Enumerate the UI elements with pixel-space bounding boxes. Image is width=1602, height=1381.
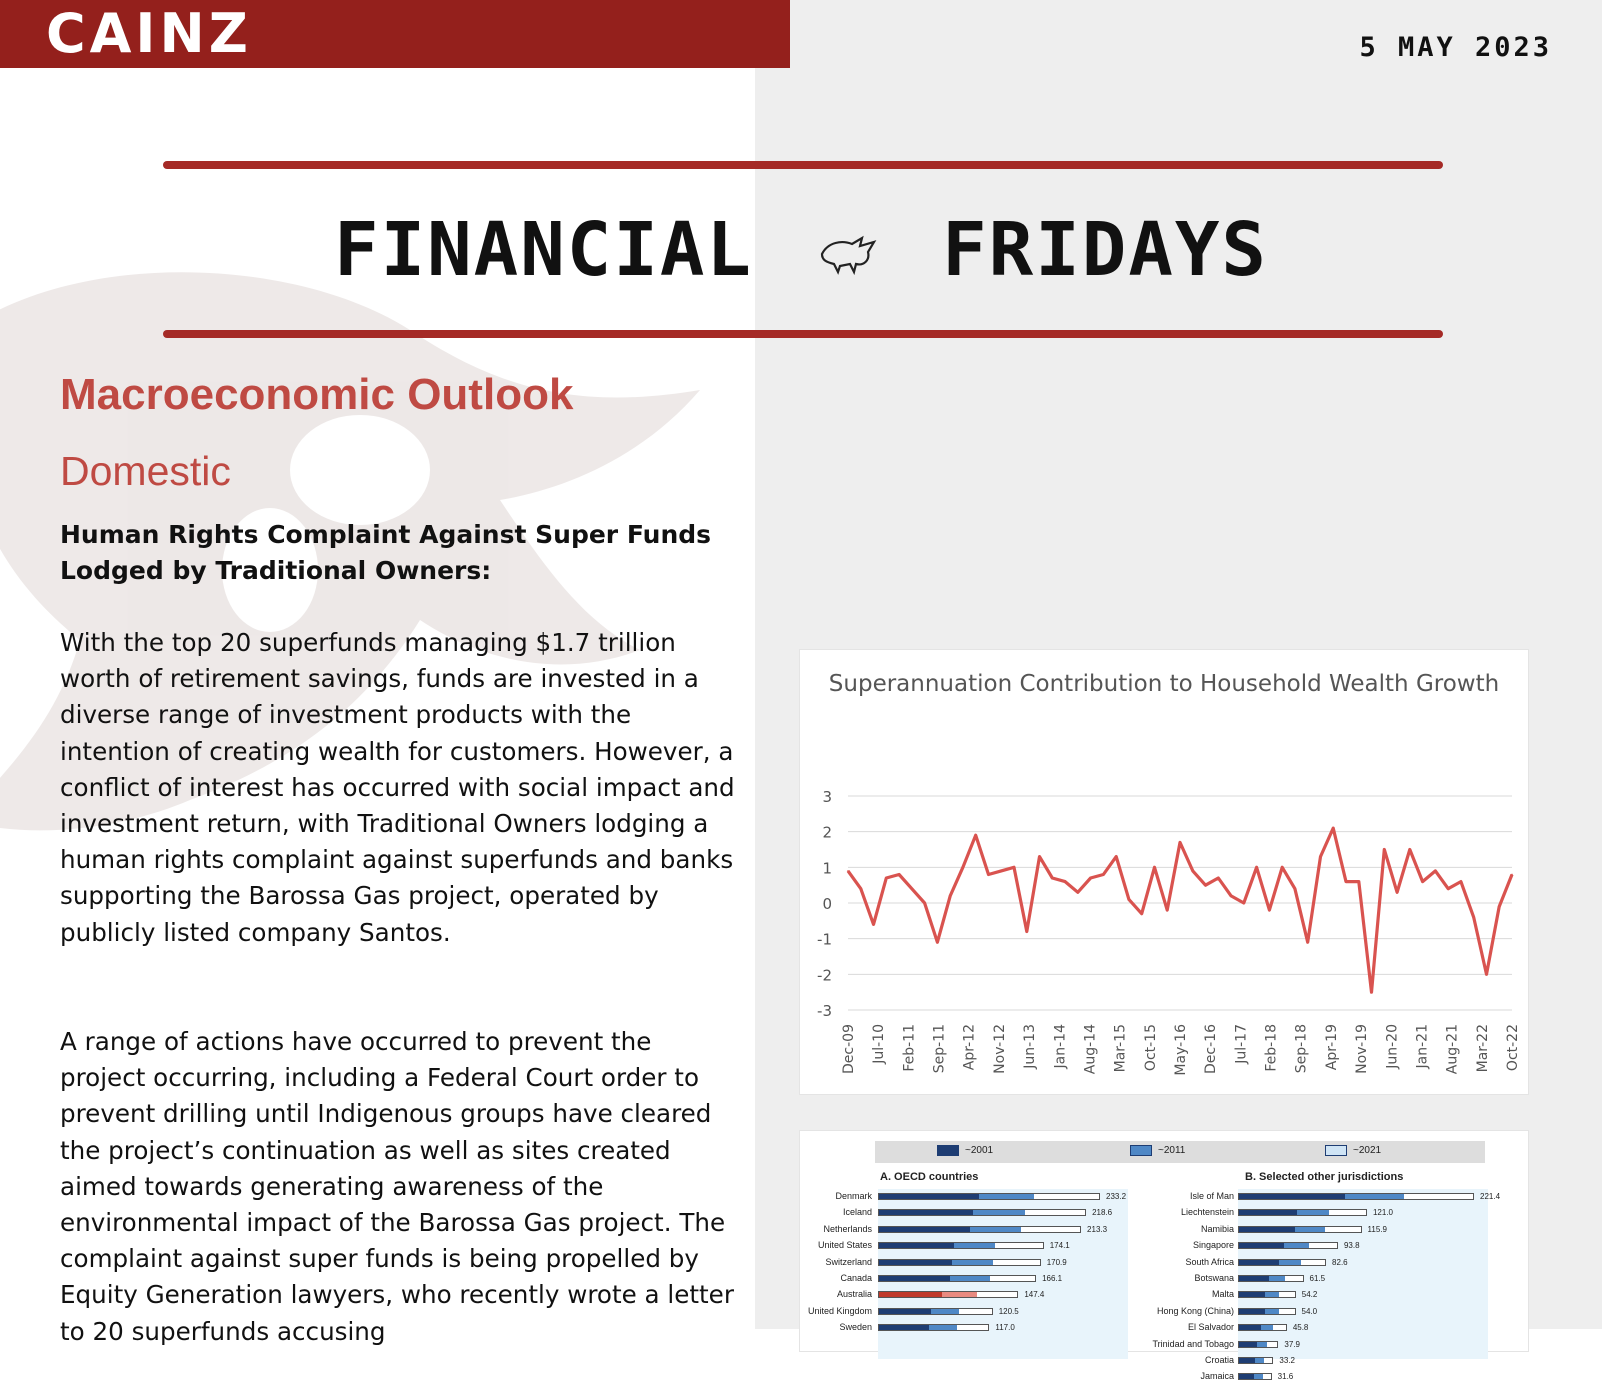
data-point — [1013, 867, 1015, 869]
bar — [1238, 1242, 1338, 1249]
bar-value-label: 174.1 — [1049, 1241, 1070, 1251]
data-point — [1486, 974, 1488, 976]
bar-value-label: 82.6 — [1332, 1257, 1348, 1267]
bar-category-label: El Salvador — [1187, 1322, 1234, 1333]
x-tick-label: Aug-21 — [1444, 1024, 1461, 1075]
x-tick-label: Oct-22 — [1505, 1024, 1521, 1072]
data-point — [1077, 892, 1079, 894]
legend-item-2011: ~2011 — [1130, 1145, 1185, 1156]
data-point — [1269, 909, 1271, 911]
bar-segment-2011 — [954, 1243, 995, 1248]
data-point — [962, 867, 964, 869]
brand-logo: CAINZ — [46, 2, 252, 65]
data-point — [886, 877, 888, 879]
data-point — [1498, 906, 1500, 908]
bar-category-label: Hong Kong (China) — [1156, 1305, 1234, 1316]
data-point — [988, 874, 990, 876]
bar-value-label: 54.2 — [1301, 1290, 1318, 1300]
data-point — [1256, 867, 1258, 869]
masthead-left-word: FINANCIAL — [334, 207, 753, 293]
line-chart-card — [799, 649, 1529, 1095]
bar — [1238, 1357, 1273, 1364]
data-point — [1064, 881, 1066, 883]
section-title: Macroeconomic Outlook — [60, 370, 574, 419]
bar-value-label: 45.8 — [1292, 1323, 1309, 1333]
x-tick-label: Nov-19 — [1354, 1024, 1371, 1074]
x-tick-label: Jun-20 — [1384, 1024, 1401, 1069]
bar-category-label: Denmark — [835, 1191, 872, 1201]
data-point — [1294, 888, 1296, 890]
masthead-top-rule — [163, 161, 1443, 169]
article-paragraph-1: With the top 20 superfunds managing $1.7 trillion worth of retirement savings, funds are invested in a diverse range of investment products with the intention of creating wealth for customers. However, a conflict of interest has occurred with social impact and investment return, with Traditional Owners lodging a human rights complaint against superfunds and banks supporting the Barossa Gas project, operated by publicly listed company Santos. — [60, 628, 735, 947]
data-point — [1039, 856, 1041, 858]
bar-category-label: Canada — [840, 1273, 872, 1283]
article-paragraph-2: A range of actions have occurred to prevent the project occurring, including a Federal Court order to prevent drilling until Indigenous groups have cleared the project’s continuation as well as sites created aimed towards generating awareness of the environmental impact of the Barossa Gas project. The complaint against super funds is being propelled by Equity Generation lawyers, who recently wrote a letter to 20 superfunds accusing — [60, 1027, 734, 1346]
y-tick-label: 0 — [822, 895, 832, 913]
bull-icon — [818, 232, 878, 276]
data-point — [1358, 881, 1360, 883]
x-tick-label: Nov-12 — [991, 1024, 1008, 1074]
bar-value-label: 218.6 — [1092, 1208, 1113, 1218]
bar — [1238, 1308, 1296, 1315]
article-headline: Human Rights Complaint Against Super Funds Lodged by Traditional Owners: — [60, 520, 712, 585]
data-point — [1115, 856, 1117, 858]
bar-segment-2001 — [1239, 1358, 1255, 1363]
data-point — [1192, 870, 1194, 872]
brand-bar — [0, 0, 790, 68]
bar-category-label: Namibia — [1200, 1223, 1234, 1234]
bar-category-label: Sweden — [839, 1322, 872, 1333]
data-point — [1154, 867, 1156, 869]
data-point — [1141, 913, 1143, 915]
x-tick-label: Apr-19 — [1323, 1024, 1340, 1071]
x-tick-label: Jul-17 — [1233, 1024, 1250, 1064]
data-point — [1243, 902, 1245, 904]
bar-value-label: 221.4 — [1480, 1192, 1501, 1201]
data-point — [1128, 899, 1130, 901]
bar-category-label: Liechtenstein — [1180, 1207, 1234, 1218]
bar — [1238, 1341, 1278, 1348]
masthead-right-word: FRIDAYS — [942, 207, 1268, 293]
bar — [1238, 1291, 1296, 1298]
bar — [1238, 1275, 1304, 1282]
data-point — [911, 888, 913, 890]
bar-category-label: South Africa — [1185, 1256, 1234, 1267]
bar — [1238, 1209, 1367, 1216]
data-point — [1205, 884, 1207, 886]
bar-segment-2011 — [1265, 1292, 1279, 1297]
data-point — [937, 941, 939, 943]
bar-segment-2011 — [973, 1210, 1025, 1215]
bar-segment-2001 — [1239, 1243, 1284, 1248]
x-tick-label: Feb-18 — [1263, 1024, 1280, 1072]
bar — [878, 1242, 1044, 1249]
data-point — [1422, 881, 1424, 883]
data-point — [1371, 991, 1373, 993]
bar-value-label: 31.6 — [1277, 1372, 1294, 1381]
bar-category-label: Iceland — [842, 1207, 872, 1218]
bar-segment-2001 — [1239, 1292, 1265, 1297]
bar — [1238, 1226, 1362, 1233]
y-tick-label: 1 — [822, 859, 832, 878]
data-point — [1435, 870, 1437, 872]
panel-a-title: A. OECD countries — [880, 1171, 979, 1183]
bar-segment-2011 — [1279, 1260, 1301, 1265]
bar-segment-2001 — [879, 1194, 979, 1199]
bar — [1238, 1193, 1474, 1200]
bar-value-label: 61.5 — [1309, 1274, 1326, 1283]
bar-segment-2001 — [1239, 1309, 1265, 1314]
panel-b-title: B. Selected other jurisdictions — [1245, 1171, 1404, 1183]
bar-chart-card — [799, 1130, 1529, 1381]
masthead — [0, 200, 1602, 300]
bar-segment-2011 — [1295, 1227, 1326, 1232]
legend-item-2021: ~2021 — [1325, 1145, 1381, 1156]
bar — [878, 1209, 1086, 1216]
bar-segment-2011 — [1297, 1210, 1329, 1215]
x-tick-label: Oct-15 — [1142, 1024, 1159, 1072]
bar-segment-2011 — [1284, 1243, 1309, 1248]
subsection-title: Domestic — [60, 448, 231, 494]
data-point — [924, 902, 926, 904]
data-point — [1345, 881, 1347, 883]
bar-category-label: Netherlands — [823, 1223, 872, 1234]
bar — [878, 1226, 1081, 1233]
bar-category-label: Switzerland — [825, 1256, 872, 1267]
y-tick-label: 3 — [822, 788, 832, 806]
x-tick-label: May-16 — [1173, 1024, 1189, 1076]
bar-segment-2011 — [970, 1227, 1021, 1232]
data-point — [1320, 856, 1322, 858]
data-point — [860, 888, 862, 890]
bar-segment-2001 — [1239, 1260, 1279, 1265]
x-tick-label: Feb-11 — [901, 1024, 918, 1072]
y-tick-label: -3 — [817, 1002, 832, 1020]
bar-segment-2001 — [1239, 1374, 1254, 1379]
data-point — [1511, 874, 1513, 876]
x-tick-label: Mar-22 — [1474, 1024, 1491, 1073]
bar-segment-2001 — [879, 1227, 970, 1232]
data-point — [1281, 867, 1283, 869]
bar-value-label: 117.0 — [995, 1323, 1015, 1333]
bar-category-label: United Kingdom — [807, 1305, 872, 1316]
data-point — [1473, 916, 1475, 918]
bar-value-label: 37.9 — [1284, 1339, 1300, 1349]
x-tick-label: Jan-14 — [1052, 1024, 1069, 1069]
bar-category-label: Trinidad and Tobago — [1152, 1338, 1234, 1349]
bar-value-label: 121.0 — [1372, 1208, 1393, 1218]
bar-category-label: Jamaica — [1200, 1371, 1234, 1381]
data-point — [1166, 909, 1168, 911]
bar-value-label: 115.9 — [1367, 1224, 1387, 1234]
bar-segment-2001 — [1239, 1210, 1297, 1215]
bar-segment-2011 — [1345, 1194, 1404, 1199]
bar-segment-2001 — [879, 1243, 954, 1248]
bar — [878, 1259, 1041, 1266]
y-tick-label: -1 — [817, 930, 832, 949]
bar-segment-2011 — [1257, 1342, 1267, 1347]
bar-segment-2001 — [879, 1292, 942, 1297]
masthead-bottom-rule — [163, 330, 1443, 338]
data-point — [873, 924, 875, 926]
bar-value-label: 213.3 — [1087, 1224, 1108, 1234]
bar-segment-2001 — [879, 1276, 950, 1281]
issue-date: 5 MAY 2023 — [1359, 32, 1552, 63]
line-chart-title: Superannuation Contribution to Household Wealth Growth — [828, 671, 1500, 697]
x-tick-label: Apr-12 — [961, 1024, 978, 1071]
data-point — [1409, 849, 1411, 851]
bar-value-label: 120.5 — [998, 1306, 1019, 1316]
bar-segment-2001 — [1239, 1342, 1257, 1347]
data-point — [1000, 870, 1002, 872]
bar-segment-2011 — [929, 1325, 957, 1330]
bar-value-label: 54.0 — [1301, 1306, 1318, 1316]
bar — [878, 1275, 1036, 1282]
data-point — [1026, 931, 1028, 933]
data-point — [1103, 874, 1105, 876]
bar-segment-2011 — [942, 1292, 977, 1297]
data-point — [1447, 888, 1449, 890]
data-point — [898, 874, 900, 876]
bar-value-label: 93.8 — [1343, 1241, 1360, 1251]
bar — [1238, 1259, 1326, 1266]
data-point — [975, 834, 977, 836]
bar — [878, 1324, 989, 1331]
bar-segment-2001 — [1239, 1227, 1295, 1232]
bar-segment-2001 — [879, 1309, 931, 1314]
bar-category-label: Australia — [836, 1289, 872, 1300]
bar-segment-2001 — [1239, 1276, 1269, 1281]
x-tick-label: Jul-10 — [871, 1024, 888, 1064]
bar-segment-2011 — [950, 1276, 990, 1281]
data-point — [847, 870, 849, 872]
data-point — [1230, 895, 1232, 897]
y-tick-label: 2 — [822, 823, 832, 842]
bar-segment-2001 — [879, 1260, 952, 1265]
bar-value-label: 233.2 — [1106, 1192, 1127, 1201]
bar-segment-2011 — [931, 1309, 960, 1314]
data-point — [1090, 877, 1092, 879]
bar-category-label: Croatia — [1204, 1355, 1234, 1365]
bar-value-label: 166.1 — [1042, 1274, 1063, 1283]
bar-segment-2001 — [879, 1210, 973, 1215]
bar-segment-2001 — [1239, 1194, 1345, 1199]
bar — [1238, 1324, 1287, 1331]
bar-segment-2001 — [1239, 1325, 1261, 1330]
data-point — [1179, 842, 1181, 844]
data-point — [1052, 877, 1054, 879]
bar-category-label: Malta — [1211, 1289, 1234, 1300]
bar-value-label: 33.2 — [1279, 1356, 1295, 1365]
x-tick-label: Dec-09 — [841, 1024, 857, 1074]
x-tick-label: Dec-16 — [1203, 1024, 1220, 1074]
bar-category-label: Botswana — [1194, 1273, 1234, 1283]
data-point — [949, 895, 951, 897]
bar-category-label: Isle of Man — [1189, 1191, 1234, 1201]
data-point — [1460, 881, 1462, 883]
data-point — [1307, 941, 1309, 943]
bar-chart-legend — [875, 1141, 1485, 1163]
x-tick-label: Sep-18 — [1293, 1024, 1310, 1074]
x-tick-label: Jan-21 — [1414, 1024, 1431, 1069]
data-point — [1332, 827, 1334, 829]
bar-category-label: Singapore — [1192, 1240, 1234, 1251]
bar-segment-2011 — [979, 1194, 1035, 1199]
line-chart — [800, 650, 1528, 1094]
x-tick-label: Jun-13 — [1022, 1024, 1039, 1069]
legend-item-2001: ~2001 — [937, 1145, 993, 1156]
bar-segment-2011 — [1269, 1276, 1285, 1281]
bar-category-label: United States — [817, 1240, 872, 1251]
bar-segment-2011 — [1261, 1325, 1273, 1330]
data-point — [1384, 849, 1386, 851]
x-tick-label: Mar-15 — [1112, 1024, 1129, 1073]
bar-value-label: 147.4 — [1024, 1290, 1045, 1300]
bar-value-label: 170.9 — [1046, 1257, 1067, 1267]
bar-segment-2011 — [1255, 1358, 1264, 1363]
bar — [1238, 1373, 1272, 1380]
series-line — [848, 828, 1512, 992]
x-tick-label: Aug-14 — [1082, 1024, 1099, 1075]
data-point — [1218, 877, 1220, 879]
bar-segment-2011 — [952, 1260, 993, 1265]
bar-segment-2011 — [1254, 1374, 1262, 1379]
bar-segment-2011 — [1265, 1309, 1279, 1314]
bar — [878, 1291, 1018, 1298]
bar-segment-2001 — [879, 1325, 929, 1330]
data-point — [1396, 892, 1398, 894]
bar — [878, 1193, 1100, 1200]
x-tick-label: Sep-11 — [931, 1024, 948, 1074]
y-tick-label: -2 — [817, 966, 832, 985]
bar — [878, 1308, 993, 1315]
